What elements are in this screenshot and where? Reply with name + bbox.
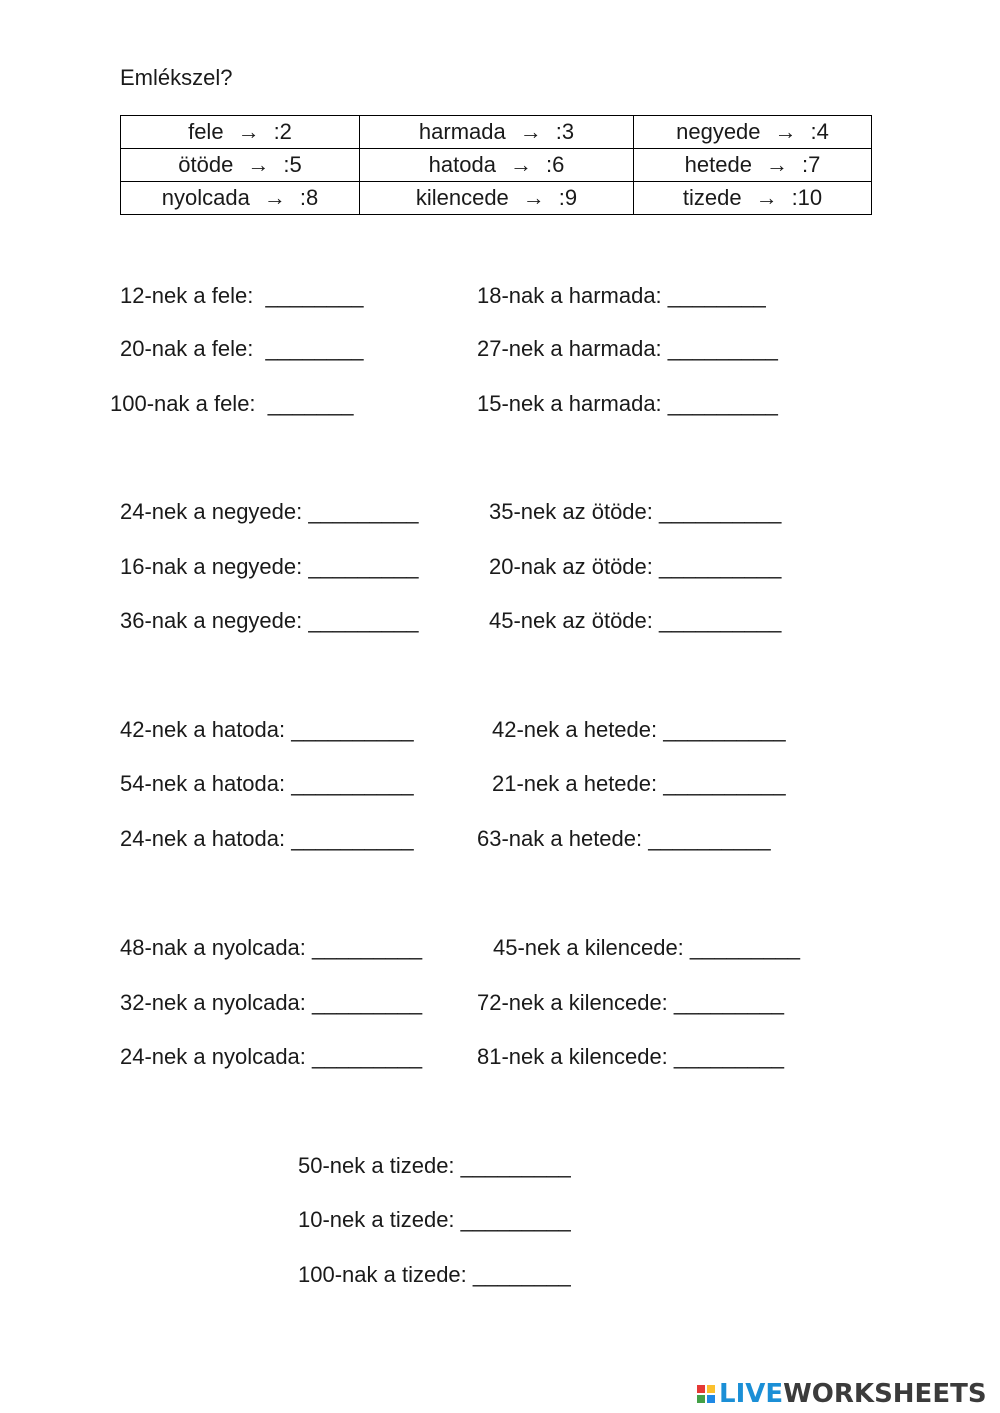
answer-blank[interactable]: _________ [312, 1044, 423, 1069]
exercise-item [298, 1207, 571, 1233]
answer-blank[interactable]: _________ [312, 935, 423, 960]
table-cell: harmada → :3 [360, 116, 634, 149]
exercise-item [120, 990, 422, 1016]
reference-table [120, 115, 872, 215]
arrow-icon: → [237, 119, 260, 144]
liveworksheets-logo[interactable] [697, 1378, 987, 1410]
exercise-label: 45-nek a kilencede: [493, 935, 684, 960]
exercise-label: 48-nak a nyolcada: [120, 935, 306, 960]
answer-blank[interactable]: _________ [308, 499, 419, 524]
table-cell: hetede → :7 [634, 149, 872, 182]
exercise-label: 10-nek a tizede: [298, 1207, 455, 1232]
exercise-label: 54-nek a hatoda: [120, 771, 286, 796]
arrow-icon: → [263, 185, 286, 210]
exercise-item [298, 1153, 571, 1179]
exercise-item [120, 1044, 422, 1070]
exercise-label: 45-nek az ötöde: [489, 608, 653, 633]
exercise-item [120, 283, 363, 309]
arrow-icon: → [755, 185, 778, 210]
exercise-label: 12-nek a fele: [120, 283, 254, 308]
exercise-item [477, 391, 778, 417]
arrow-icon: → [509, 152, 532, 177]
exercise-item [477, 283, 766, 309]
exercise-item [120, 717, 414, 743]
logo-text: LIVEWORKSHEETS [719, 1379, 987, 1409]
exercise-label: 36-nak a negyede: [120, 608, 303, 633]
exercise-label: 50-nek a tizede: [298, 1153, 455, 1178]
answer-blank[interactable]: ________ [265, 336, 364, 361]
answer-blank[interactable]: _________ [460, 1153, 571, 1178]
answer-blank[interactable]: __________ [663, 717, 786, 742]
answer-blank[interactable]: __________ [659, 554, 782, 579]
table-row [121, 116, 872, 149]
page-title: Emlékszel? [120, 65, 233, 90]
answer-blank[interactable]: __________ [663, 771, 786, 796]
answer-blank[interactable]: _________ [673, 990, 785, 1015]
exercise-label: 16-nak a negyede: [120, 554, 303, 579]
answer-blank[interactable]: _______ [267, 391, 354, 416]
table-cell: kilencede → :9 [360, 182, 634, 215]
exercise-item [120, 554, 419, 580]
exercise-item [477, 1044, 784, 1070]
exercise-item [120, 826, 414, 852]
exercise-label: 24-nek a nyolcada: [120, 1044, 306, 1069]
table-cell: negyede → :4 [634, 116, 872, 149]
table-cell: fele → :2 [121, 116, 360, 149]
exercise-item [489, 554, 781, 580]
exercise-label: 21-nek a hetede: [492, 771, 658, 796]
answer-blank[interactable]: _________ [308, 554, 419, 579]
exercise-label: 100-nak a fele: [110, 391, 256, 416]
exercise-item [120, 608, 419, 634]
exercise-label: 100-nak a tizede: [298, 1262, 467, 1287]
answer-blank[interactable]: ________ [667, 283, 766, 308]
exercise-label: 72-nek a kilencede: [477, 990, 668, 1015]
exercise-item [120, 336, 363, 362]
answer-blank[interactable]: _________ [667, 391, 778, 416]
answer-blank[interactable]: ________ [472, 1262, 571, 1287]
arrow-icon: → [519, 119, 542, 144]
answer-blank[interactable]: __________ [291, 826, 414, 851]
answer-blank[interactable]: _________ [312, 990, 423, 1015]
answer-blank[interactable]: _________ [308, 608, 419, 633]
answer-blank[interactable]: __________ [648, 826, 771, 851]
exercise-item [492, 717, 786, 743]
answer-blank[interactable]: _________ [667, 336, 778, 361]
answer-blank[interactable]: ________ [265, 283, 364, 308]
logo-tiles-icon [697, 1385, 715, 1403]
answer-blank[interactable]: __________ [291, 771, 414, 796]
exercise-item [120, 935, 422, 961]
answer-blank[interactable]: _________ [689, 935, 801, 960]
exercise-label: 35-nek az ötöde: [489, 499, 653, 524]
exercise-item [298, 1262, 571, 1288]
exercise-item [492, 771, 786, 797]
exercise-label: 20-nak az ötöde: [489, 554, 653, 579]
exercise-item [493, 935, 800, 961]
table-cell: hatoda → :6 [360, 149, 634, 182]
table-cell: tizede → :10 [634, 182, 872, 215]
exercise-label: 24-nek a negyede: [120, 499, 303, 524]
exercise-item [477, 336, 778, 362]
answer-blank[interactable]: __________ [659, 499, 782, 524]
exercise-item [477, 990, 784, 1016]
table-row [121, 149, 872, 182]
arrow-icon: → [765, 152, 788, 177]
exercise-label: 27-nek a harmada: [477, 336, 662, 361]
exercise-label: 18-nak a harmada: [477, 283, 662, 308]
exercise-label: 81-nek a kilencede: [477, 1044, 668, 1069]
answer-blank[interactable]: _________ [673, 1044, 785, 1069]
exercise-item [120, 771, 414, 797]
arrow-icon: → [247, 152, 270, 177]
exercise-item [477, 826, 771, 852]
answer-blank[interactable]: __________ [291, 717, 414, 742]
exercise-item [489, 499, 781, 525]
exercise-label: 24-nek a hatoda: [120, 826, 286, 851]
exercise-item [120, 499, 419, 525]
exercise-item [489, 608, 781, 634]
table-cell: nyolcada → :8 [121, 182, 360, 215]
exercise-label: 15-nek a harmada: [477, 391, 662, 416]
exercise-label: 20-nak a fele: [120, 336, 254, 361]
exercise-label: 32-nek a nyolcada: [120, 990, 306, 1015]
table-row [121, 182, 872, 215]
arrow-icon: → [522, 185, 545, 210]
exercise-label: 42-nek a hetede: [492, 717, 658, 742]
answer-blank[interactable]: _________ [460, 1207, 571, 1232]
exercise-label: 42-nek a hatoda: [120, 717, 286, 742]
table-cell: ötöde → :5 [121, 149, 360, 182]
exercise-label: 63-nak a hetede: [477, 826, 643, 851]
arrow-icon: → [774, 119, 797, 144]
answer-blank[interactable]: __________ [659, 608, 782, 633]
exercise-item [110, 391, 353, 417]
